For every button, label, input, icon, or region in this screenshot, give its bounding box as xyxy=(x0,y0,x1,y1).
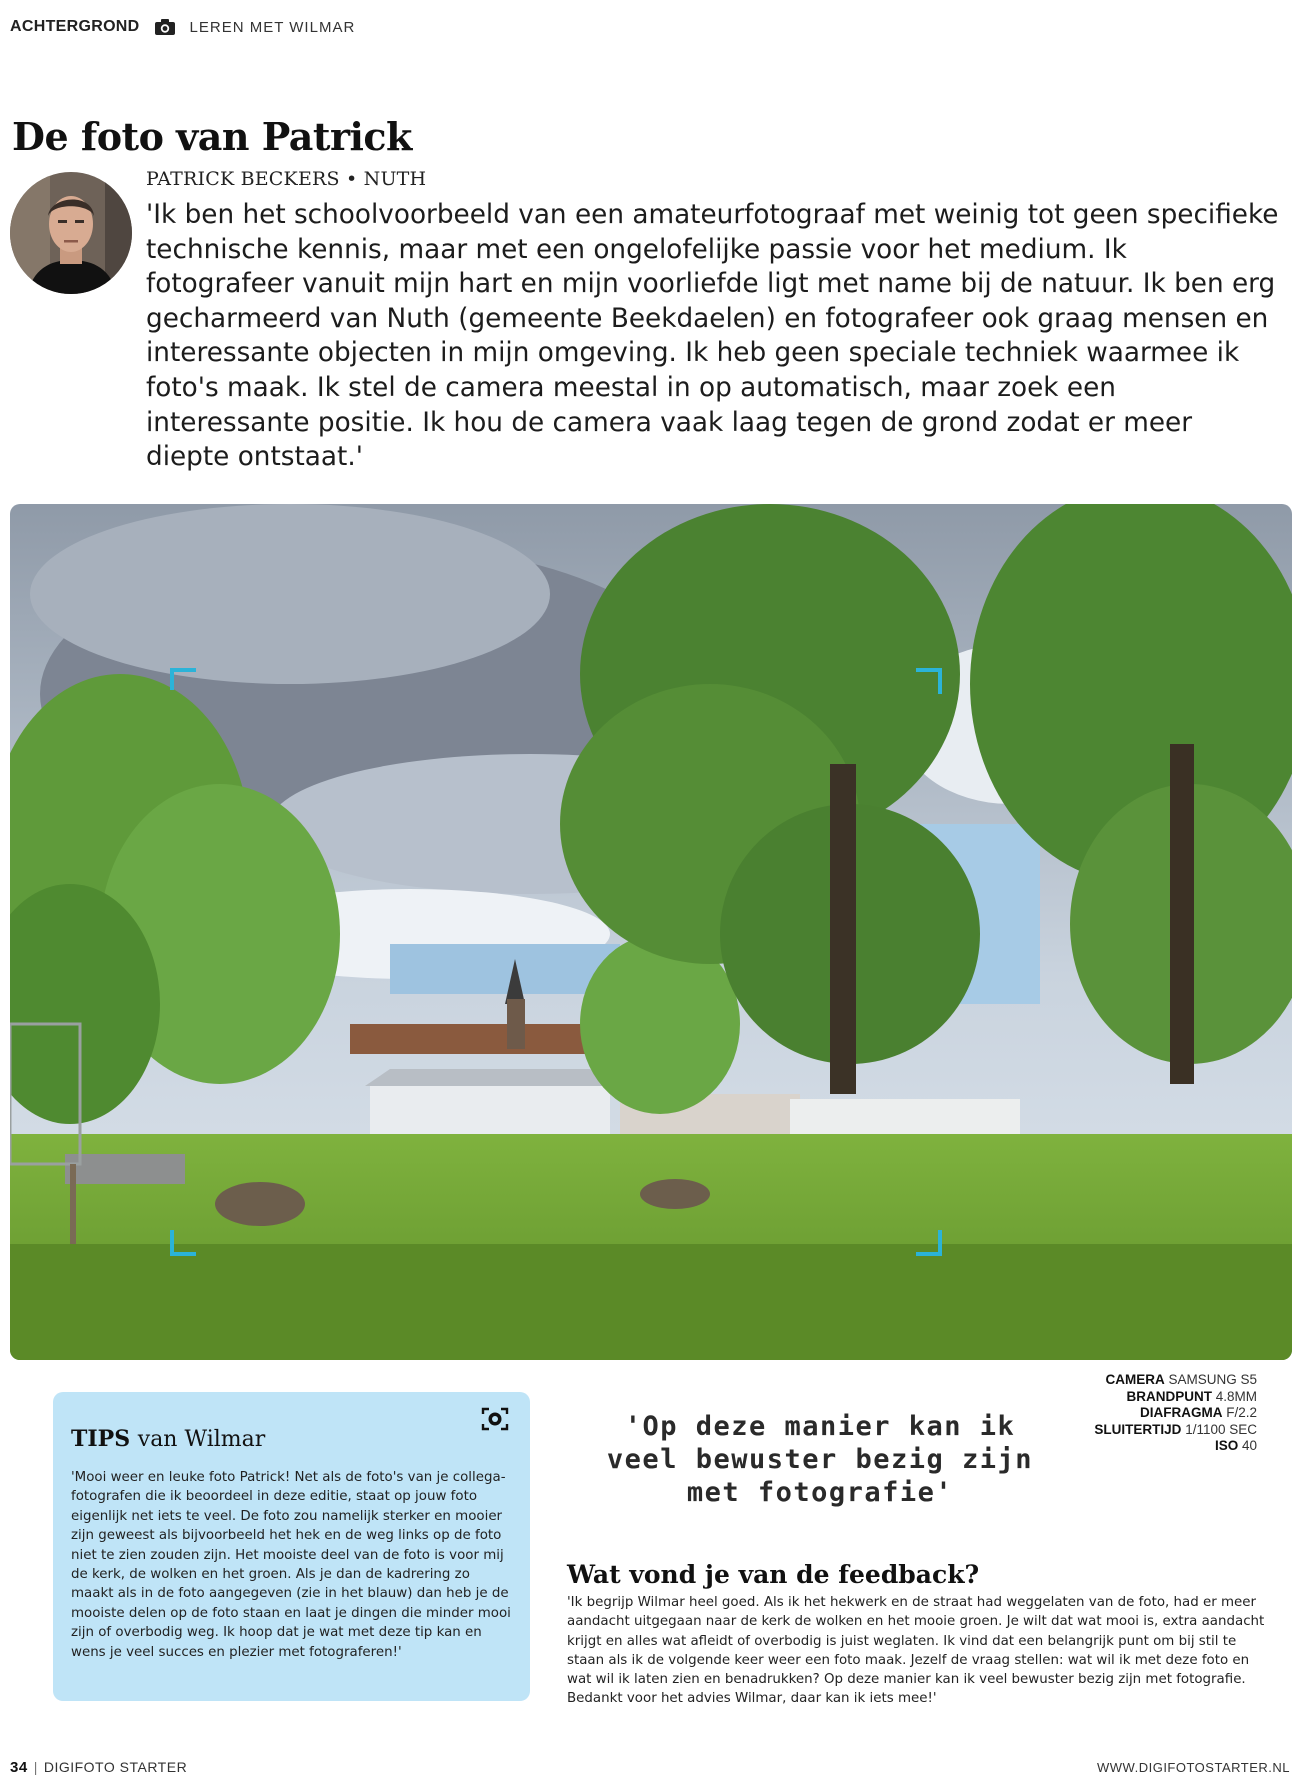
spec-value: 4.8MM xyxy=(1215,1388,1257,1404)
footer-separator: | xyxy=(33,1759,38,1775)
series-label: LEREN MET WILMAR xyxy=(189,18,356,36)
page-number: 34 xyxy=(10,1759,28,1776)
spec-label: ISO xyxy=(1214,1438,1239,1453)
spec-value: 1/1100 SEC xyxy=(1185,1421,1257,1437)
spec-row xyxy=(1094,1405,1257,1422)
feedback-text: 'Ik begrijp Wilmar heel goed. Als ik het hekwerk en de straat had weggelaten van de foto, had er meer aandacht uitgegaan naar de kerk de wolken en het mooie groen. Je wilt dat wat mooi is, extra aandacht krijgt en alles wat afleidt of overbodig is juist weglaten. Ik vind dat een belangrijk punt om bij stil te staan als ik de volgende keer weer een foto maak. Jezelf de vraag stellen: wat wil ik met deze foto en wat wil ik laten zien en benadrukken? Op deze manier kan ik veel bewuster bezig zijn met fotografie. Bedankt voor het advies Wilmar, daar kan ik iets mee!' xyxy=(567,1595,1265,1707)
section-header xyxy=(10,16,355,38)
camera-specs xyxy=(1094,1372,1257,1455)
tips-box xyxy=(53,1392,530,1701)
section-label: ACHTERGROND xyxy=(10,18,140,35)
spec-value: F/2.2 xyxy=(1226,1405,1257,1420)
article-title: De foto van Patrick xyxy=(12,114,412,159)
featured-photo xyxy=(10,504,1292,1360)
camera-icon xyxy=(154,18,176,36)
spec-label: BRANDPUNT xyxy=(1126,1388,1212,1404)
footer-left xyxy=(10,1759,187,1776)
intro-paragraph: 'Ik ben het schoolvoorbeeld van een amateurfotograaf met weinig tot geen specifieke technische kennis, maar met een ongelofelijke passie voor het medium. Ik fotografeer vanuit mijn hart en mijn voorliefde ligt met name bij de natuur. Ik ben erg gecharmeerd van Nuth (gemeente Beekdaelen) en fotografeer ook graag mensen en interessante objecten in mijn omgeving. Ik heb geen speciale techniek waarmee ik foto's maak. Ik stel de camera meestal in op automatisch, maar zoek een interessante positie. Ik hou de camera vaak laag tegen de grond zodat er meer diepte ontstaat.' xyxy=(146,200,1279,473)
magazine-name: DIGIFOTO STARTER xyxy=(43,1759,188,1775)
spec-value: SAMSUNG S5 xyxy=(1168,1372,1257,1387)
feedback-title: Wat vond je van de feedback? xyxy=(567,1560,980,1589)
tips-title-rest: van Wilmar xyxy=(137,1427,266,1452)
spec-row xyxy=(1094,1422,1257,1439)
tips-text: 'Mooi weer en leuke foto Patrick! Net als de foto's van je collega-fotografen die ik beoordeel in deze editie, staat op jouw foto eigenlijk net iets te veel. De foto zou namelijk sterker en mooier zijn geweest als bijvoorbeeld het hek en de weg links op de foto niet te zien zouden zijn. Het mooiste deel van de foto is voor mij de kerk, de wolken en het groen. Als je dan de kadrering zo maakt als in de foto aangegeven (zie in het blauw) dan heb je de mooiste delen op de foto staan en laat je dingen die minder mooi zijn of overbodig weg. Ik hoop dat je wat met deze tip kan en wens je veel succes en plezier met fotograferen!' xyxy=(71,1470,511,1660)
spec-row xyxy=(1094,1372,1257,1389)
focus-icon xyxy=(480,1406,510,1432)
spec-value: 40 xyxy=(1241,1438,1257,1453)
author-avatar xyxy=(10,172,132,294)
spec-label: DIAFRAGMA xyxy=(1139,1405,1223,1420)
author-byline: PATRICK BECKERS • NUTH xyxy=(146,168,427,190)
spec-label: CAMERA xyxy=(1105,1372,1165,1387)
spec-label: SLUITERTIJD xyxy=(1094,1421,1182,1437)
tips-title-bold: TIPS xyxy=(71,1426,131,1452)
pull-quote: 'Op deze manier kan ik veel bewuster bezig zijn met fotografie' xyxy=(606,1411,1034,1508)
spec-row xyxy=(1094,1438,1257,1455)
tips-title xyxy=(71,1426,265,1452)
spec-row xyxy=(1094,1389,1257,1406)
website-url: WWW.DIGIFOTOSTARTER.NL xyxy=(1097,1760,1290,1775)
